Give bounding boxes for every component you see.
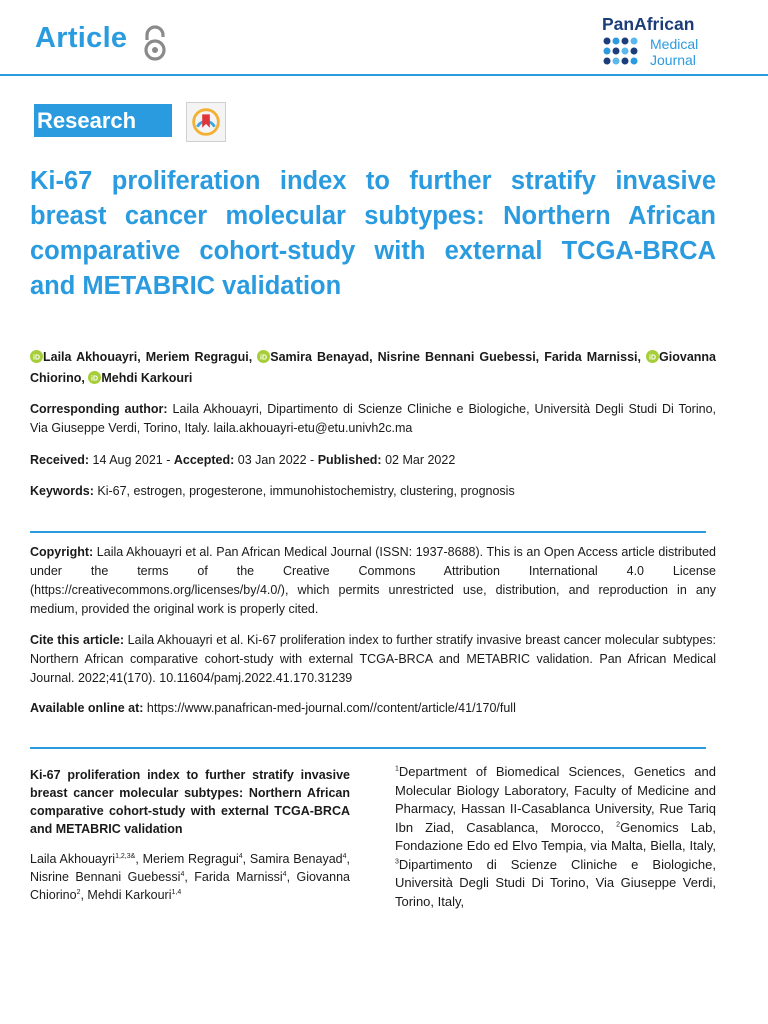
separator: , (286, 870, 297, 884)
orcid-icon[interactable] (88, 371, 101, 384)
affiliation-marker: 4 (180, 870, 185, 878)
cite-label: Cite this article: (30, 633, 125, 647)
logo-dots-icon (602, 36, 642, 68)
copyright-label: Copyright: (30, 545, 94, 559)
affiliation-marker: 2 (76, 888, 81, 896)
divider (30, 531, 706, 533)
corresponding-author (30, 400, 716, 438)
left-column (30, 766, 350, 904)
available-online (30, 699, 716, 718)
separator: , (242, 852, 250, 866)
received-label: Received: (30, 453, 90, 467)
svg-text:iD: iD (260, 354, 268, 362)
section-label: Research (34, 104, 172, 137)
accepted-label: Accepted: (173, 453, 235, 467)
author-name: Meriem Regragui, (145, 350, 258, 364)
open-access-icon (142, 25, 168, 61)
keywords (30, 482, 716, 501)
affiliation-text: Department of Biomedical Sciences, Genetics and Molecular Biology Laboratory, Faculty of Medicine and Pharmacy, Hassan II-Casablanca University, Rue Tariq Ibn Ziad, Casablanca, Morocco, (395, 764, 716, 835)
separator: , (80, 888, 88, 902)
author-name: Meriem Regragui (142, 852, 239, 866)
author-name: Nisrine Bennani Guebessi (30, 870, 181, 884)
affiliation-marker: 1,4 (171, 888, 182, 896)
affiliation-number: 3 (395, 858, 399, 866)
author-name: Nisrine Bennani Guebessi, (377, 350, 545, 364)
author-name: Farida Marnissi, (544, 350, 647, 364)
page-header (0, 0, 768, 76)
affiliation-text: Dipartimento di Scienze Cliniche e Biologiche, Università Degli Studi Di Torino, Via Giuseppe Verdi, Torino, Italy, (395, 856, 716, 909)
affiliation-marker: 4 (342, 852, 347, 860)
corresponding-text: Laila Akhouayri, Dipartimento di Scienze Cliniche e Biologiche, Università Degli Studi Di Torino, Via Giuseppe Verdi, Torino, Italy. laila.akhouayri-etu@etu.univh2c.ma (30, 402, 717, 435)
copyright-text: Laila Akhouayri et al. Pan African Medical Journal (ISSN: 1937-8688). This is an Open Access article distributed under the terms of the Creative Commons Attribution International 4.0 License (https://creativecommons.org/licenses/by/4.0/), which permits unrestricted use, distribution, and reproduction in any medium, provided the original work is properly cited. (30, 545, 716, 616)
available-url[interactable]: https://www.panafrican-med-journal.com//content/article/41/170/full (143, 701, 516, 715)
published-date: 02 Mar 2022 (381, 453, 456, 467)
author-list (30, 347, 716, 389)
citation (30, 631, 716, 688)
orcid-icon[interactable] (257, 350, 270, 363)
received-date: 14 Aug 2021 - (89, 453, 174, 467)
author-name: Samira Benayad (249, 852, 343, 866)
author-name: Giovanna Chiorino, (30, 350, 716, 385)
logo-medical: Medical (650, 36, 699, 52)
corresponding-label: Corresponding author: (30, 402, 168, 416)
keywords-label: Keywords: (30, 484, 94, 498)
author-name: Laila Akhouayri (30, 852, 116, 866)
keywords-text: Ki-67, estrogen, progesterone, immunohistochemistry, clustering, prognosis (93, 484, 515, 498)
affiliation-number: 1 (395, 765, 399, 773)
orcid-icon[interactable] (646, 350, 659, 363)
journal-logo (600, 14, 750, 70)
orcid-icon[interactable] (30, 350, 43, 363)
author-name: Laila Akhouayri, (43, 350, 146, 364)
affiliation-marker: 4 (238, 852, 243, 860)
separator: , (135, 852, 143, 866)
affiliations (395, 763, 716, 911)
available-label: Available online at: (30, 701, 144, 715)
svg-text:iD: iD (649, 354, 657, 362)
author-name: Farida Marnissi (194, 870, 283, 884)
affiliation-text: Genomics Lab, Fondazione Edo ed Elvo Tempia, via Malta, Biella, Italy, (395, 819, 716, 853)
svg-text:iD: iD (33, 354, 40, 362)
author-name: Mehdi Karkouri (101, 371, 193, 385)
separator: , (184, 870, 195, 884)
affiliation-marker: 4 (282, 870, 287, 878)
author-name: Mehdi Karkouri (87, 888, 172, 902)
svg-text:iD: iD (91, 375, 99, 383)
separator: , (346, 852, 351, 866)
author-affiliation-list (30, 850, 350, 904)
author-name: Giovanna Chiorino (30, 870, 350, 902)
cite-text: Laila Akhouayri et al. Ki-67 proliferation index to further stratify invasive breast cancer molecular subtypes: Northern African comparative cohort-study with external TCGA-BRCA and METABRIC validation. Pan African Medical Journal. 2022;41(170). 10.11604/pamj.2022.41.170.31239 (30, 633, 717, 685)
logo-name: PanAfrican (602, 14, 695, 34)
article-label: Article (35, 22, 128, 54)
affiliation-number: 2 (616, 821, 621, 829)
check-for-updates-icon[interactable] (186, 102, 226, 142)
copyright (30, 543, 716, 619)
repeat-title: Ki-67 proliferation index to further stratify invasive breast cancer molecular subtypes: Northern African comparative cohort-study with external TCGA-BRCA and METABRIC validation (30, 768, 350, 836)
accepted-date: 03 Jan 2022 - (234, 453, 318, 467)
divider (30, 747, 706, 749)
author-name: Samira Benayad, (270, 350, 378, 364)
article-title: Ki-67 proliferation index to further stratify invasive breast cancer molecular subtypes: Northern African comparative cohort-study with external TCGA-BRCA and METABRIC validation (30, 167, 716, 300)
affiliation-marker: 1,2,3& (115, 852, 136, 860)
logo-journal: Journal (650, 52, 696, 68)
published-label: Published: (317, 453, 382, 467)
dates (30, 451, 716, 470)
